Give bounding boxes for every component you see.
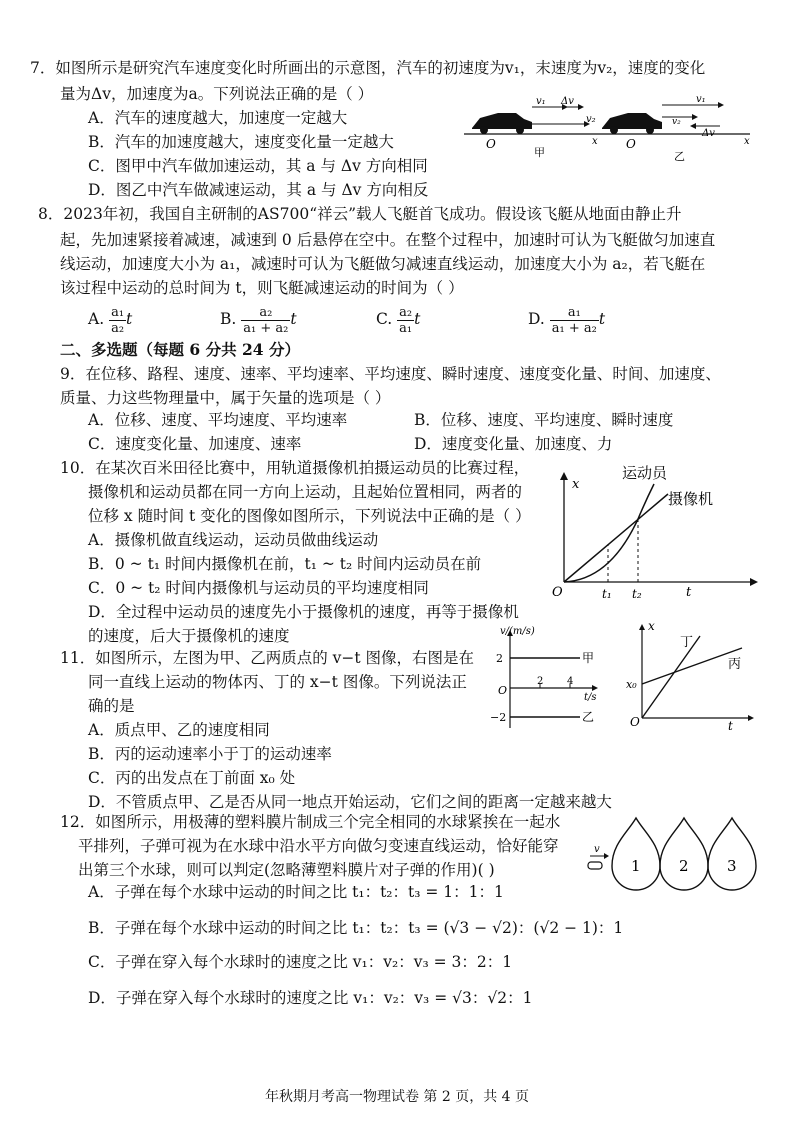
q9-option-a: A．位移、速度、平均速度、平均速率 bbox=[88, 411, 348, 429]
tick-t2: t₂ bbox=[632, 587, 642, 601]
q8-option-d: D. $\frac{\text{a₁}}{\text{a₁ + a₂}}$ t bbox=[528, 304, 606, 336]
q7-stem-line2: 量为Δv，加速度为a。下列说法正确的是（ ） bbox=[60, 85, 374, 103]
label-jia: 甲 bbox=[582, 651, 595, 665]
q9-stem-line2: 质量、力这些物理量中，属于矢量的选项是（ ） bbox=[60, 389, 391, 407]
tick-v-minus2: −2 bbox=[490, 711, 507, 724]
q11-stem-line1: 11．如图所示，左图为甲、乙两质点的 v−t 图像，右图是在 bbox=[60, 649, 475, 667]
water-ball-2 bbox=[660, 818, 708, 890]
bullet-icon bbox=[588, 862, 602, 869]
q9-option-b: B．位移、速度、平均速度、瞬时速度 bbox=[414, 411, 674, 429]
label-yi: 乙 bbox=[582, 710, 595, 724]
q11-stem-line3: 确的是 bbox=[88, 697, 135, 715]
axis-v-label: v/(m/s) bbox=[500, 626, 535, 637]
car-jia bbox=[472, 113, 532, 134]
q10-option-a: A．摄像机做直线运动，运动员做曲线运动 bbox=[88, 531, 379, 549]
car-yi bbox=[602, 113, 662, 134]
label-x-jia: x bbox=[592, 136, 598, 147]
label-v2-yi: v₂ bbox=[672, 117, 681, 127]
q12-water-balls-figure bbox=[586, 810, 776, 902]
label-v1-yi: v₁ bbox=[696, 94, 706, 105]
q8-option-b: B. $\frac{\text{a₂}}{\text{a₁ + a₂}}$ t bbox=[220, 304, 297, 336]
tick-t1: t₁ bbox=[602, 587, 612, 601]
athlete-curve bbox=[564, 484, 654, 582]
q11-option-a: A．质点甲、乙的速度相同 bbox=[88, 721, 270, 739]
q7-stem-line1: 7．如图所示是研究汽车速度变化时所画出的示意图，汽车的初速度为v₁，末速度为v₂，速度的变化 bbox=[30, 59, 706, 77]
q10-stem-line1: 10．在某次百米田径比赛中，用轨道摄像机拍摄运动员的比赛过程， bbox=[60, 459, 530, 477]
q10-option-c: C．0 ~ t₂ 时间内摄像机与运动员的平均速度相同 bbox=[88, 579, 429, 597]
q8-option-c: C. $\frac{\text{a₂}}{\text{a₁}}$ t bbox=[376, 304, 421, 336]
page-footer: 年秋期月考高一物理试卷 第 2 页，共 4 页 bbox=[264, 1089, 530, 1105]
q11-option-b: B．丙的运动速率小于丁的运动速率 bbox=[88, 745, 332, 763]
origin-vt: O bbox=[498, 684, 508, 697]
q7-option-c: C．图甲中汽车做加速运动，其 a 与 Δv 方向相同 bbox=[88, 157, 428, 175]
q10-stem-line2: 摄像机和运动员都在同一方向上运动，且起始位置相同，两者的 bbox=[88, 483, 523, 501]
label-bing: 丙 bbox=[728, 657, 742, 672]
origin-label: O bbox=[552, 585, 563, 600]
axis-t-label-vt: t/s bbox=[584, 692, 597, 703]
label-jia: 甲 bbox=[534, 146, 545, 159]
section-multiple-choice: 二、多选题（每题 6 分共 24 分） bbox=[60, 340, 300, 359]
label-x0: x₀ bbox=[626, 678, 637, 691]
q11-vt-graph bbox=[488, 620, 612, 732]
q8-option-a: A. $\frac{\text{a₁}}{\text{a₂}}$ t bbox=[88, 304, 133, 336]
camera-line bbox=[564, 494, 668, 582]
tick-t-4: 4 bbox=[567, 676, 574, 687]
q8-stem-line1: 8．2023年初，我国自主研制的AS700“祥云”载人飞艇首飞成功。假设该飞艇从地面由静止升 bbox=[38, 205, 682, 223]
label-athlete: 运动员 bbox=[622, 464, 668, 482]
label-o-yi: O bbox=[626, 137, 636, 151]
label-bullet-v: v bbox=[594, 844, 600, 855]
label-v1-jia: v₁ bbox=[536, 96, 546, 107]
ball-label-3: 3 bbox=[727, 857, 737, 875]
label-x-yi: x bbox=[744, 136, 750, 147]
q11-stem-line2: 同一直线上运动的物体丙、丁的 x−t 图像。下列说法正 bbox=[88, 673, 467, 691]
q12-option-b: B．子弹在每个水球中运动的时间之比 t₁：t₂：t₃ = (√3 − √2)：(√2 − 1)：1 bbox=[88, 919, 624, 937]
label-dv-yi: Δv bbox=[702, 128, 715, 139]
q12-stem-line3: 出第三个水球，则可以判定(忽略薄塑料膜片对子弹的作用)( ) bbox=[78, 861, 495, 879]
q11-option-c: C．丙的出发点在丁前面 x₀ 处 bbox=[88, 769, 296, 787]
label-o-jia: O bbox=[486, 137, 496, 151]
q9-option-d: D．速度变化量、加速度、力 bbox=[414, 435, 613, 453]
q12-option-c: C．子弹在穿入每个水球时的速度之比 v₁：v₂：v₃ = 3：2：1 bbox=[88, 953, 513, 971]
axis-t-label: t bbox=[686, 585, 692, 600]
ball-label-1: 1 bbox=[631, 857, 641, 875]
line-bing bbox=[642, 648, 742, 684]
q11-option-d: D．不管质点甲、乙是否从同一地点开始运动，它们之间的距离一定越来越大 bbox=[88, 793, 612, 811]
water-ball-1 bbox=[612, 818, 660, 890]
label-v2-jia: v₂ bbox=[586, 114, 596, 125]
label-camera: 摄像机 bbox=[668, 490, 714, 508]
q10-option-d-line1: D．全过程中运动员的速度先小于摄像机的速度，再等于摄像机 bbox=[88, 603, 519, 621]
q9-stem-line1: 9．在位移、路程、速度、速率、平均速率、平均速度、瞬时速度、速度变化量、时间、加速度、 bbox=[60, 365, 721, 383]
q10-option-b: B．0 ~ t₁ 时间内摄像机在前，t₁ ~ t₂ 时间内运动员在前 bbox=[88, 555, 482, 573]
q8-stem-line4: 该过程中运动的总时间为 t，则飞艇减速运动的时间为（ ） bbox=[60, 279, 464, 297]
q11-xt-graph bbox=[624, 616, 764, 738]
origin-xt: O bbox=[630, 715, 640, 729]
q7-option-b: B．汽车的加速度越大，速度变化量一定越大 bbox=[88, 133, 394, 151]
q7-car-figure bbox=[458, 88, 758, 162]
label-ding: 丁 bbox=[680, 635, 694, 650]
axis-x-label-xt: x bbox=[648, 619, 655, 633]
label-yi: 乙 bbox=[674, 150, 685, 162]
tick-v-2: 2 bbox=[496, 652, 503, 665]
q10-option-d-line2: 的速度，后大于摄像机的速度 bbox=[88, 627, 290, 645]
label-dv-jia: Δv bbox=[561, 96, 574, 107]
water-ball-3 bbox=[708, 818, 756, 890]
q12-stem-line1: 12．如图所示，用极薄的塑料膜片制成三个完全相同的水球紧挨在一起水 bbox=[60, 813, 561, 831]
q10-xt-graph bbox=[550, 462, 770, 604]
q10-stem-line3: 位移 x 随时间 t 变化的图像如图所示，下列说法中正确的是（ ） bbox=[88, 507, 531, 525]
q12-option-d: D．子弹在穿入每个水球时的速度之比 v₁：v₂：v₃ = √3：√2：1 bbox=[88, 989, 533, 1007]
q8-stem-line3: 线运动，加速度大小为 a₁，减速时可认为飞艇做匀减速直线运动，加速度大小为 a₂，若飞艇在 bbox=[60, 255, 706, 273]
q7-option-a: A．汽车的速度越大，加速度一定越大 bbox=[88, 109, 348, 127]
tick-t-2: 2 bbox=[537, 676, 544, 687]
q8-stem-line2: 起，先加速紧接着减速，减速到 0 后悬停在空中。在整个过程中，加速时可认为飞艇做匀加速直 bbox=[60, 231, 716, 249]
ball-label-2: 2 bbox=[679, 857, 689, 875]
axis-t-label-xt: t bbox=[728, 719, 733, 733]
q7-option-d: D．图乙中汽车做减速运动，其 a 与 Δv 方向相反 bbox=[88, 181, 429, 199]
q12-stem-line2: 平排列，子弹可视为在水球中沿水平方向做匀变速直线运动，恰好能穿 bbox=[78, 837, 559, 855]
axis-x-label: x bbox=[572, 477, 580, 492]
q12-option-a: A．子弹在每个水球中运动的时间之比 t₁：t₂：t₃ = 1：1：1 bbox=[88, 883, 504, 901]
q9-option-c: C．速度变化量、加速度、速率 bbox=[88, 435, 302, 453]
